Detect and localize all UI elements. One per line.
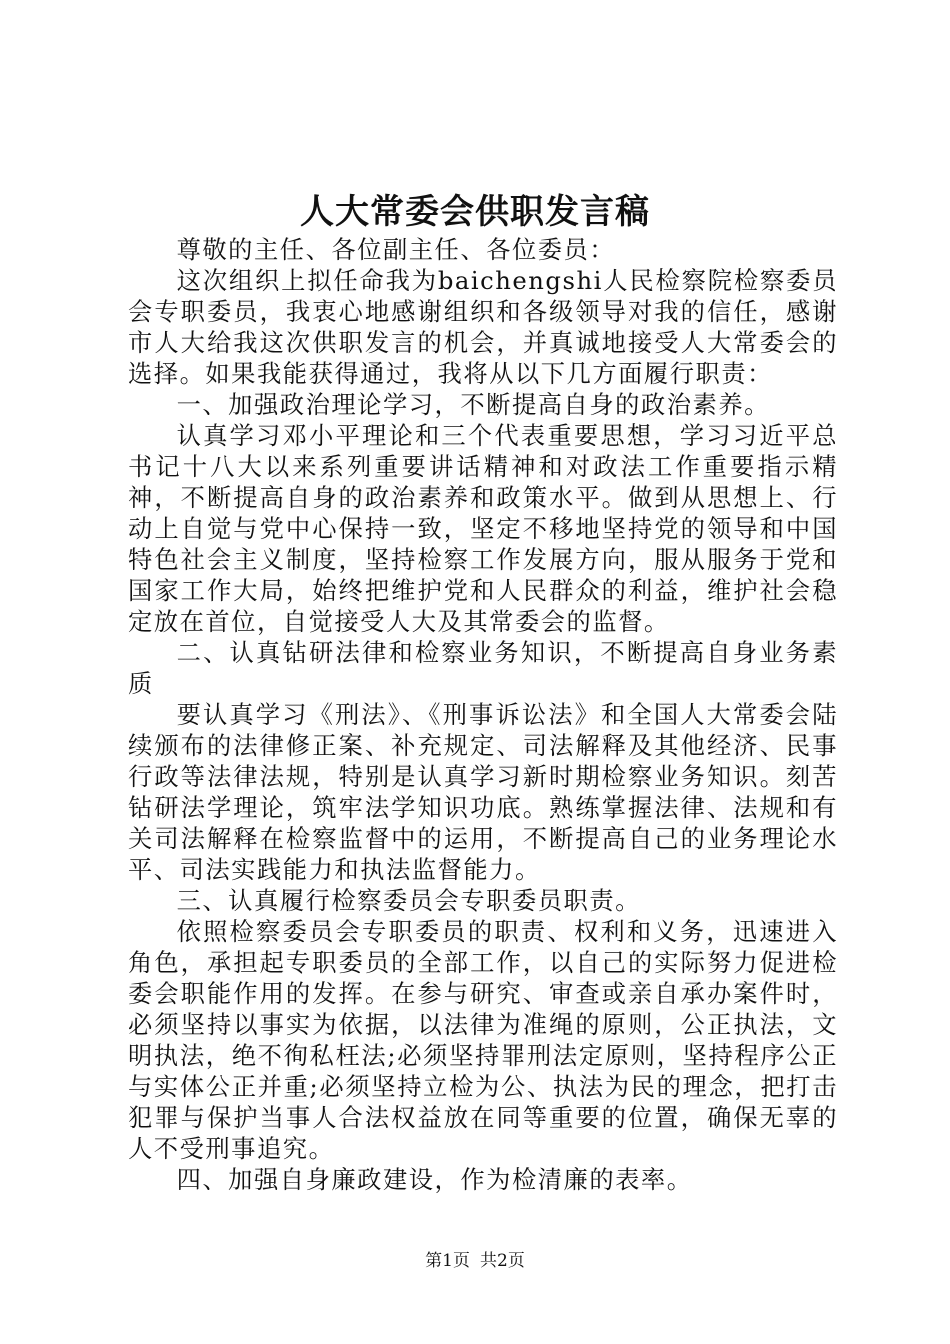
section-heading-1: 一、加强政治理论学习，不断提高自身的政治素养。 — [176, 390, 770, 419]
page-footer — [0, 1246, 950, 1271]
salutation-paragraph: 尊敬的主任、各位副主任、各位委员： — [176, 235, 616, 264]
section-heading-2: 二、认真钻研法律和检察业务知识，不断提高自身业务素质 — [128, 638, 838, 698]
page-total: 共2页 — [480, 1251, 525, 1271]
section-heading-3: 三、认真履行检察委员会专职委员职责。 — [176, 886, 641, 915]
section-body-2: 要认真学习《刑法》、《刑事诉讼法》和全国人大常委会陆续颁布的法律修正案、补充规定、司法解释及其他经济、民事行政等法律法规，特别是认真学习新时期检察业务知识。刻苦钻研法学理论，筑牢法学知识功底。熟练掌握法律、法规和有关司法解释在检察监督中的运用，不断提高自己的业务理论水平、司法实践能力和执法监督能力。 — [128, 700, 838, 884]
page-number: 第1页 — [425, 1251, 470, 1271]
section-body-3: 依照检察委员会专职委员的职责、权利和义务，迅速进入角色，承担起专职委员的全部工作，以自己的实际努力促进检委会职能作用的发挥。在参与研究、审查或亲自承办案件时，必须坚持以事实为依据，以法律为准绳的原则，公正执法，文明执法，绝不徇私枉法;必须坚持罪刑法定原则，坚持程序公正与实体公正并重;必须坚持立检为公、执法为民的理念，把打击犯罪与保护当事人合法权益放在同等重要的位置，确保无辜的人不受刑事追究。 — [128, 917, 838, 1163]
section-body-1: 认真学习邓小平理论和三个代表重要思想，学习习近平总书记十八大以来系列重要讲话精神和对政法工作重要指示精神，不断提高自身的政治素养和政策水平。做到从思想上、行动上自觉与党中心保持一致，坚定不移地坚持党的领导和中国特色社会主义制度，坚持检察工作发展方向，服从服务于党和国家工作大局，始终把维护党和人民群众的利益，维护社会稳定放在首位，自觉接受人大及其常委会的监督。 — [128, 421, 838, 636]
document-body — [128, 234, 838, 1195]
document-title: 人大常委会供职发言稿 — [300, 192, 650, 232]
intro-paragraph: 这次组织上拟任命我为baichengshi人民检察院检察委员会专职委员，我衷心地感谢组织和各级领导对我的信任，感谢市人大给我这次供职发言的机会，并真诚地接受人大常委会的选择。如果我能获得通过，我将从以下几方面履行职责： — [128, 266, 838, 388]
section-heading-4: 四、加强自身廉政建设，作为检清廉的表率。 — [176, 1165, 693, 1194]
